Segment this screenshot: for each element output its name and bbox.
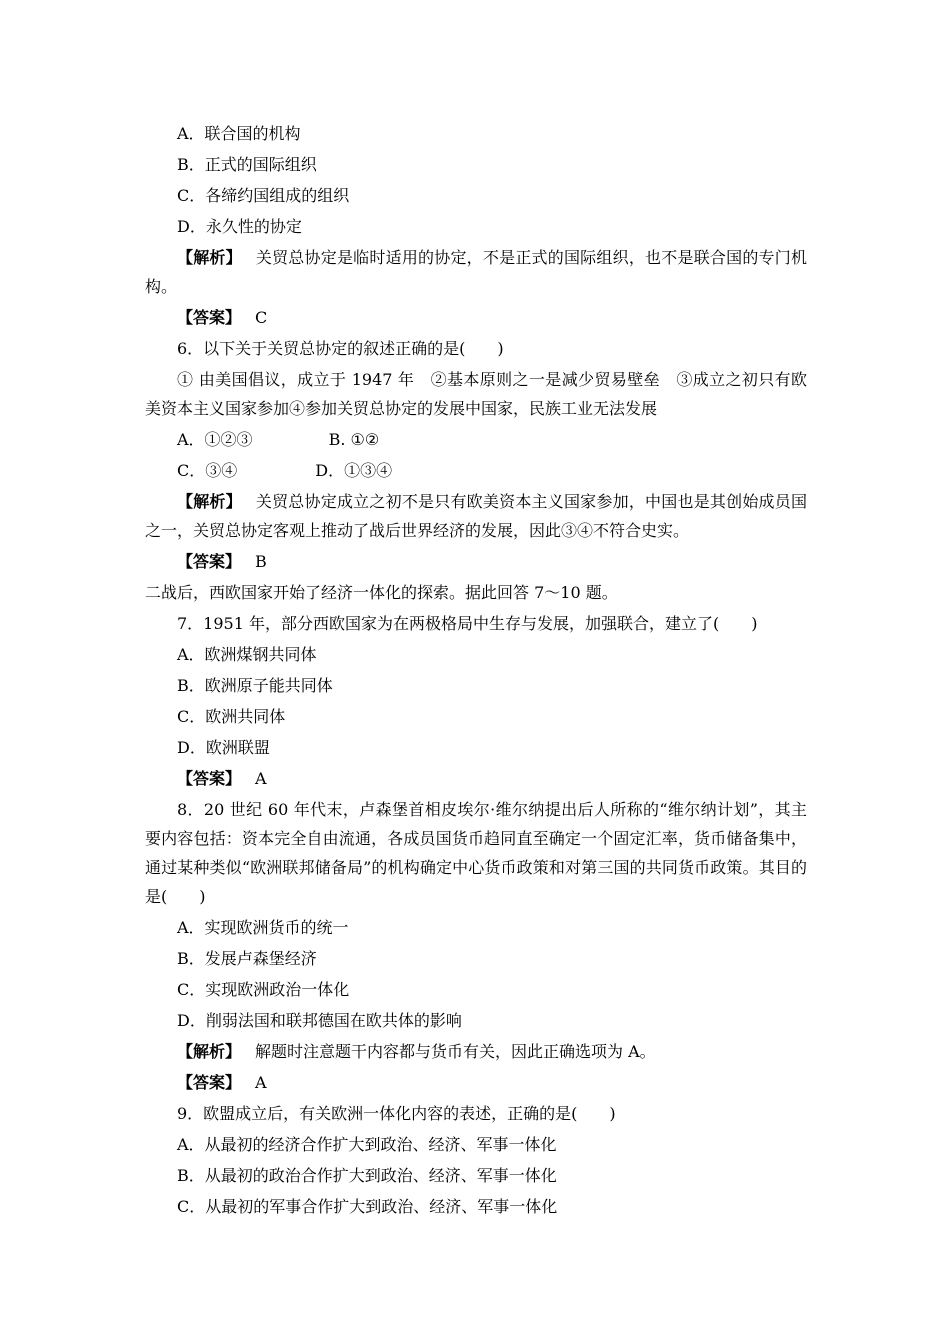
q7-option-d: D．欧洲联盟 [177,738,270,757]
q8-analysis [145,1036,807,1067]
analysis-tag: 【解析】 [177,1042,242,1061]
q9-option-c: C．从最初的军事合作扩大到政治、经济、军事一体化 [177,1197,558,1216]
q6-analysis-text: 关贸总协定成立之初不是只有欧美资本主义国家参加，中国也是其创始成员国之一，关贸总协定客观上推动了战后世界经济的发展，因此③④不符合史实。 [145,492,807,540]
q5-answer-value: C [255,308,268,327]
document-page [145,118,807,1222]
q6-analysis [145,486,807,546]
q5-analysis-text: 关贸总协定是临时适用的协定，不是正式的国际组织，也不是联合国的专门机构。 [145,248,807,296]
q5-option-b: B．正式的国际组织 [177,155,317,174]
q7-stem: 7．1951 年，部分西欧国家为在两极格局中生存与发展，加强联合，建立了( ) [177,614,758,633]
answer-tag: 【答案】 [177,1073,242,1092]
q9-option-a: A．从最初的经济合作扩大到政治、经济、军事一体化 [177,1135,557,1154]
q6-option-a: A．①②③ [177,430,253,449]
q5-option-a: A．联合国的机构 [177,124,301,143]
q5-option-c: C．各缔约国组成的组织 [177,186,350,205]
q5-answer [145,302,807,333]
q8-option-a: A．实现欧洲货币的统一 [177,918,349,937]
q8-stem: 8．20 世纪 60 年代末，卢森堡首相皮埃尔·维尔纳提出后人所称的“维尔纳计划”，其主要内容包括：资本完全自由流通，各成员国货币趋同直至确定一个固定汇率，货币储备集中，通过某种类似“欧洲联邦储备局”的机构确定中心货币政策和对第三国的共同货币政策。其目的是( ) [145,800,807,906]
q8-answer-value: A [255,1073,267,1092]
q8-option-c: C．实现欧洲政治一体化 [177,980,350,999]
q6-option-b: B. ①② [328,430,380,449]
q6-statement: ① 由美国倡议，成立于 1947 年 ②基本原则之一是减少贸易壁垒 ③成立之初只有欧美资本主义国家参加④参加关贸总协定的发展中国家，民族工业无法发展 [145,370,807,418]
q9-stem: 9．欧盟成立后，有关欧洲一体化内容的表述，正确的是( ) [177,1104,616,1123]
q6-stem: 6．以下关于关贸总协定的叙述正确的是( ) [177,339,504,358]
q7-option-b: B．欧洲原子能共同体 [177,676,333,695]
q6-answer [145,546,807,577]
q8-analysis-text: 解题时注意题干内容都与货币有关，因此正确选项为 A。 [255,1042,656,1061]
analysis-tag: 【解析】 [177,492,242,511]
q8-option-b: B．发展卢森堡经济 [177,949,317,968]
answer-tag: 【答案】 [177,552,242,571]
q5-analysis [145,242,807,302]
answer-tag: 【答案】 [177,769,242,788]
q7-option-c: C．欧洲共同体 [177,707,286,726]
answer-tag: 【答案】 [177,308,242,327]
q8-answer [145,1067,807,1098]
q9-option-b: B．从最初的政治合作扩大到政治、经济、军事一体化 [177,1166,557,1185]
q6-options-row-1 [145,424,807,455]
q5-option-d: D．永久性的协定 [177,217,302,236]
group-intro: 二战后，西欧国家开始了经济一体化的探索。据此回答 7～10 题。 [145,583,618,602]
q6-options-row-2 [145,455,807,486]
q6-answer-value: B [255,552,267,571]
q7-answer-value: A [255,769,267,788]
q7-option-a: A．欧洲煤钢共同体 [177,645,317,664]
q6-option-d: D．①③④ [315,461,393,480]
q6-option-c: C．③④ [177,461,238,480]
q7-answer [145,763,807,794]
analysis-tag: 【解析】 [177,248,242,267]
q8-option-d: D．削弱法国和联邦德国在欧共体的影响 [177,1011,462,1030]
